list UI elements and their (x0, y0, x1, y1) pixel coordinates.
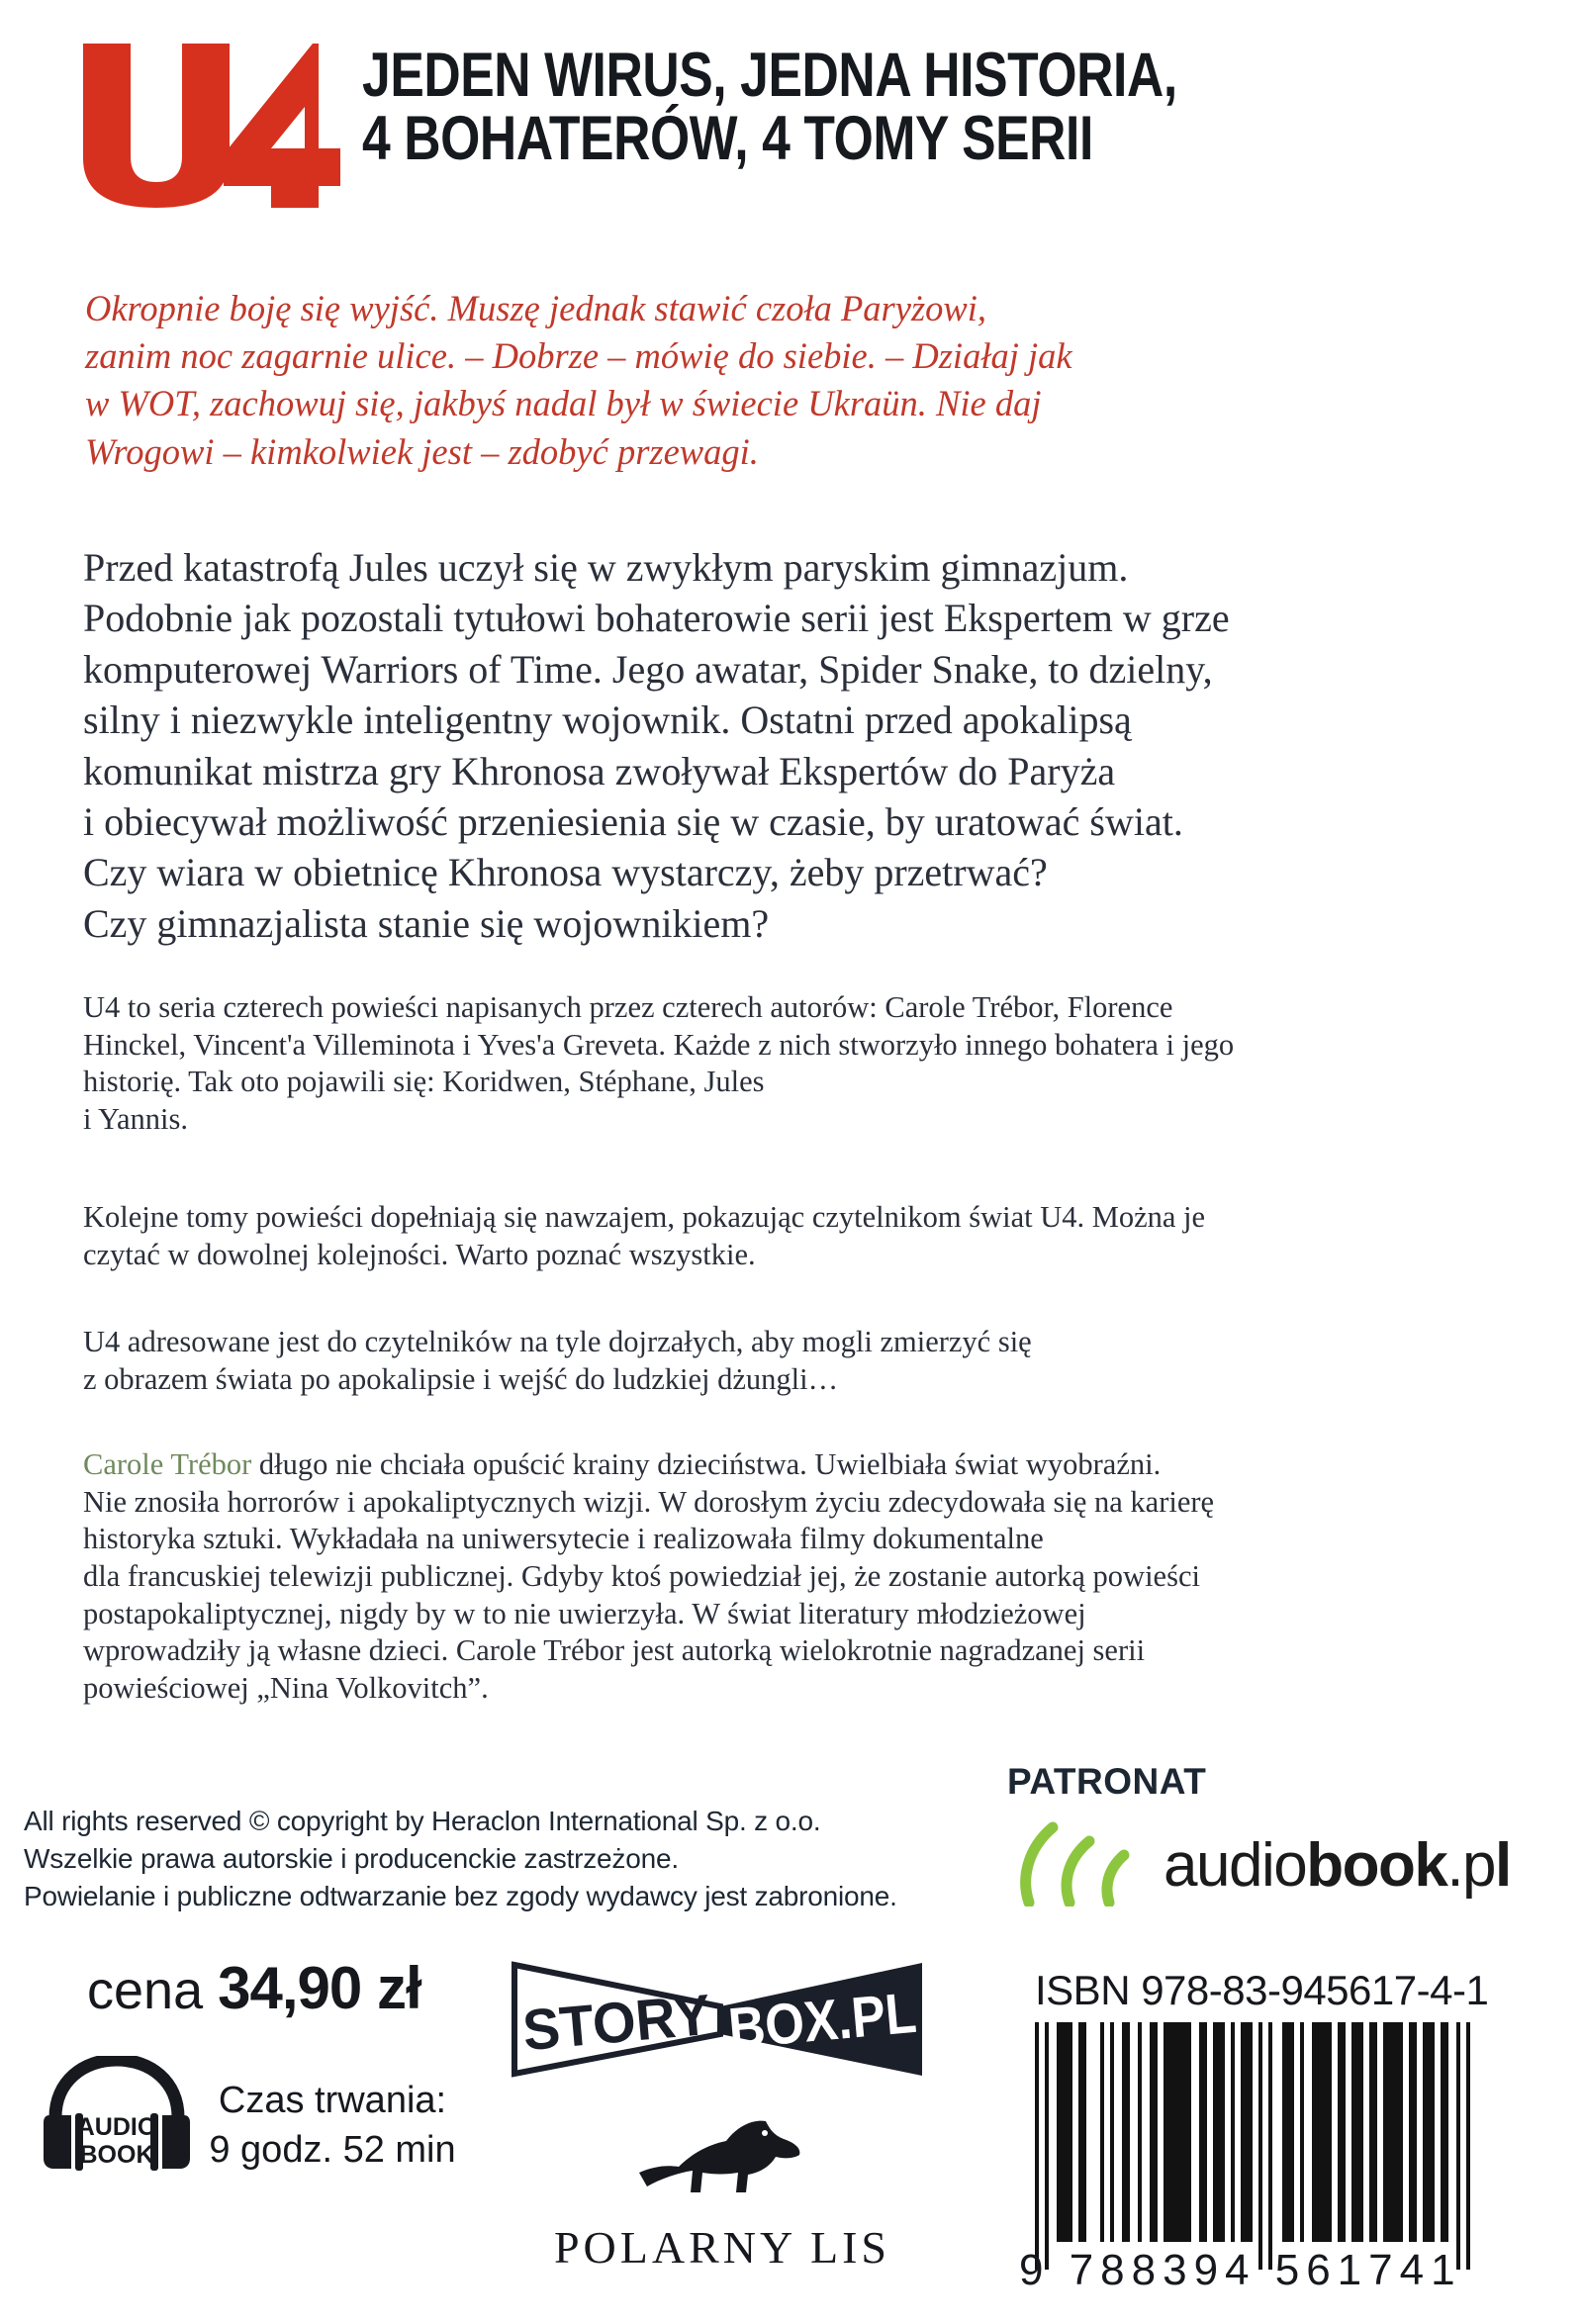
quote-line: w WOT, zachowuj się, jakbyś nadal był w świecie Ukraün. Nie daj (85, 383, 1042, 424)
blurb-line: i obiecywał możliwość przeniesienia się w czasie, by uratować świat. (83, 798, 1183, 844)
header-title-lines (362, 38, 1356, 174)
fox-icon (635, 2115, 813, 2198)
duration-label: Czas trwania: (218, 2080, 447, 2121)
order-line: Kolejne tomy powieści dopełniają się nawzajem, pokazując czytelnikom świat U4. Można je (83, 1200, 1206, 1234)
isbn-label: ISBN 978-83-945617-4-1 (1035, 1967, 1489, 2013)
author-bio-line: dla francuskiej telewizji publicznej. Gdyby ktoś powiedział jej, że zostanie autorką powieści (83, 1558, 1200, 1593)
price-label: cena (87, 1961, 204, 2020)
u4-logo (77, 38, 344, 211)
target-audience-note (83, 1324, 1498, 1398)
blurb-line: Podobnie jak pozostali tytułowi bohaterowie serii jest Ekspertem w grze (83, 596, 1230, 641)
author-bio-line: długo nie chciała opuścić krainy dzieciństwa. Uwielbiała świat wyobraźni. (251, 1447, 1162, 1481)
audiobook-pl-logo (1007, 1828, 1511, 1904)
series-line: U4 to seria czterech powieści napisanych przez czterech autorów: Carole Trébor, Florence (83, 990, 1173, 1024)
duration-value: 9 godz. 52 min (209, 2129, 456, 2172)
price (87, 1954, 421, 2022)
series-line: historię. Tak oto pojawili się: Koridwen, Stéphane, Jules (83, 1065, 765, 1099)
author-bio-line: powieściowej „Nina Volkovitch”. (83, 1670, 489, 1705)
barcode (1029, 2022, 1494, 2270)
barcode-digits: 9 788394 561741 (1019, 2246, 1462, 2294)
copyright-line: All rights reserved © copyright by Heraclon International Sp. z o.o. (24, 1806, 821, 1836)
blurb-line: Przed katastrofą Jules uczył się w zwykłym paryskim gimnazjum. (83, 545, 1129, 590)
header-line-2: 4 BOHATERÓW, 4 TOMY SERII (362, 104, 1093, 174)
blurb-line: Czy gimnazjalista stanie się wojownikiem? (83, 900, 770, 946)
blurb-line: komputerowej Warriors of Time. Jego awatar, Spider Snake, to dzielny, (83, 646, 1213, 692)
series-description (83, 989, 1498, 1139)
sound-waves-icon (1007, 1821, 1156, 1911)
audiobook-badge-icon (42, 2056, 192, 2183)
author-bio-line: postapokaliptycznej, nigdy by w to nie uwierzyła. W świat literatury młodzieżowej (83, 1596, 1086, 1630)
author-bio-line: Nie znosiła horrorów i apokaliptycznych wizji. W dorosłym życiu zdecydowała się na karierę (83, 1484, 1215, 1519)
copyright-notice (24, 1803, 897, 1915)
order-line: czytać w dowolnej kolejności. Warto poznać wszystkie. (83, 1237, 756, 1271)
audiobook-wordmark (1164, 1831, 1511, 1900)
author-bio-line: wprowadziły ją własne dzieci. Carole Trébor jest autorką wielokrotnie nagradzanej serii (83, 1633, 1146, 1668)
series-line: i Yannis. (83, 1101, 188, 1136)
svg-text:STORY: STORY (519, 1982, 720, 2064)
copyright-line: Wszelkie prawa autorskie i producenckie zastrzeżone. (24, 1843, 679, 1875)
svg-text:BOX.PL: BOX.PL (725, 1978, 926, 2062)
quote-line: zanim noc zagarnie ulice. – Dobrze – mówię do siebie. – Działaj jak (85, 335, 1072, 377)
patronat-label: PATRONAT (1007, 1761, 1207, 1802)
price-amount: 34,90 zł (218, 1955, 421, 2021)
imprint-name: POLARNY LIS (553, 2222, 891, 2273)
wordmark-dot-p: .p (1446, 1831, 1496, 1900)
copyright-line: Powielanie i publiczne odtwarzanie bez zgody wydawcy jest zabronione. (24, 1881, 897, 1912)
wordmark-audio: audio (1164, 1831, 1307, 1900)
blurb-line: silny i niezwykle inteligentny wojownik. Ostatni przed apokalipsą (83, 697, 1132, 743)
author-bio-first-line (83, 1446, 1498, 1484)
book-blurb (83, 542, 1488, 949)
wordmark-book: book (1306, 1831, 1447, 1900)
author-bio-line: historyka sztuki. Wykładała na uniwersytecie i realizowała filmy dokumentalne (83, 1522, 1044, 1556)
target-line: z obrazem świata po apokalipsie i wejść do ludzkiej dżungli… (83, 1361, 839, 1396)
header-line-1: JEDEN WIRUS, JEDNA HISTORIA, (362, 41, 1177, 110)
author-name: Carole Trébor (83, 1447, 252, 1481)
wordmark-l: l (1495, 1831, 1511, 1900)
book-quote (85, 285, 1431, 476)
author-biography (83, 1446, 1498, 1708)
storybox-logo (511, 1961, 926, 2078)
reading-order-note (83, 1199, 1498, 1273)
quote-line: Wrogowi – kimkolwiek jest – zdobyć przewagi. (85, 430, 759, 472)
series-line: Hinckel, Vincent'a Villeminota i Yves'a Greveta. Każde z nich stworzyło innego bohatera i jego (83, 1027, 1235, 1062)
blurb-line: Czy wiara w obietnicę Khronosa wystarczy, żeby przetrwać? (83, 850, 1048, 895)
cover-header (77, 38, 1512, 211)
duration-info (204, 2076, 461, 2175)
svg-text:AUDIO: AUDIO (76, 2113, 157, 2141)
blurb-line: komunikat mistrza gry Khronosa zwoływał Ekspertów do Paryża (83, 748, 1116, 793)
quote-line: Okropnie boję się wyjść. Muszę jednak stawić czoła Paryżowi, (85, 288, 987, 328)
svg-text:BOOK: BOOK (79, 2141, 154, 2169)
target-line: U4 adresowane jest do czytelników na tyle dojrzałych, aby mogli zmierzyć się (83, 1325, 1032, 1358)
